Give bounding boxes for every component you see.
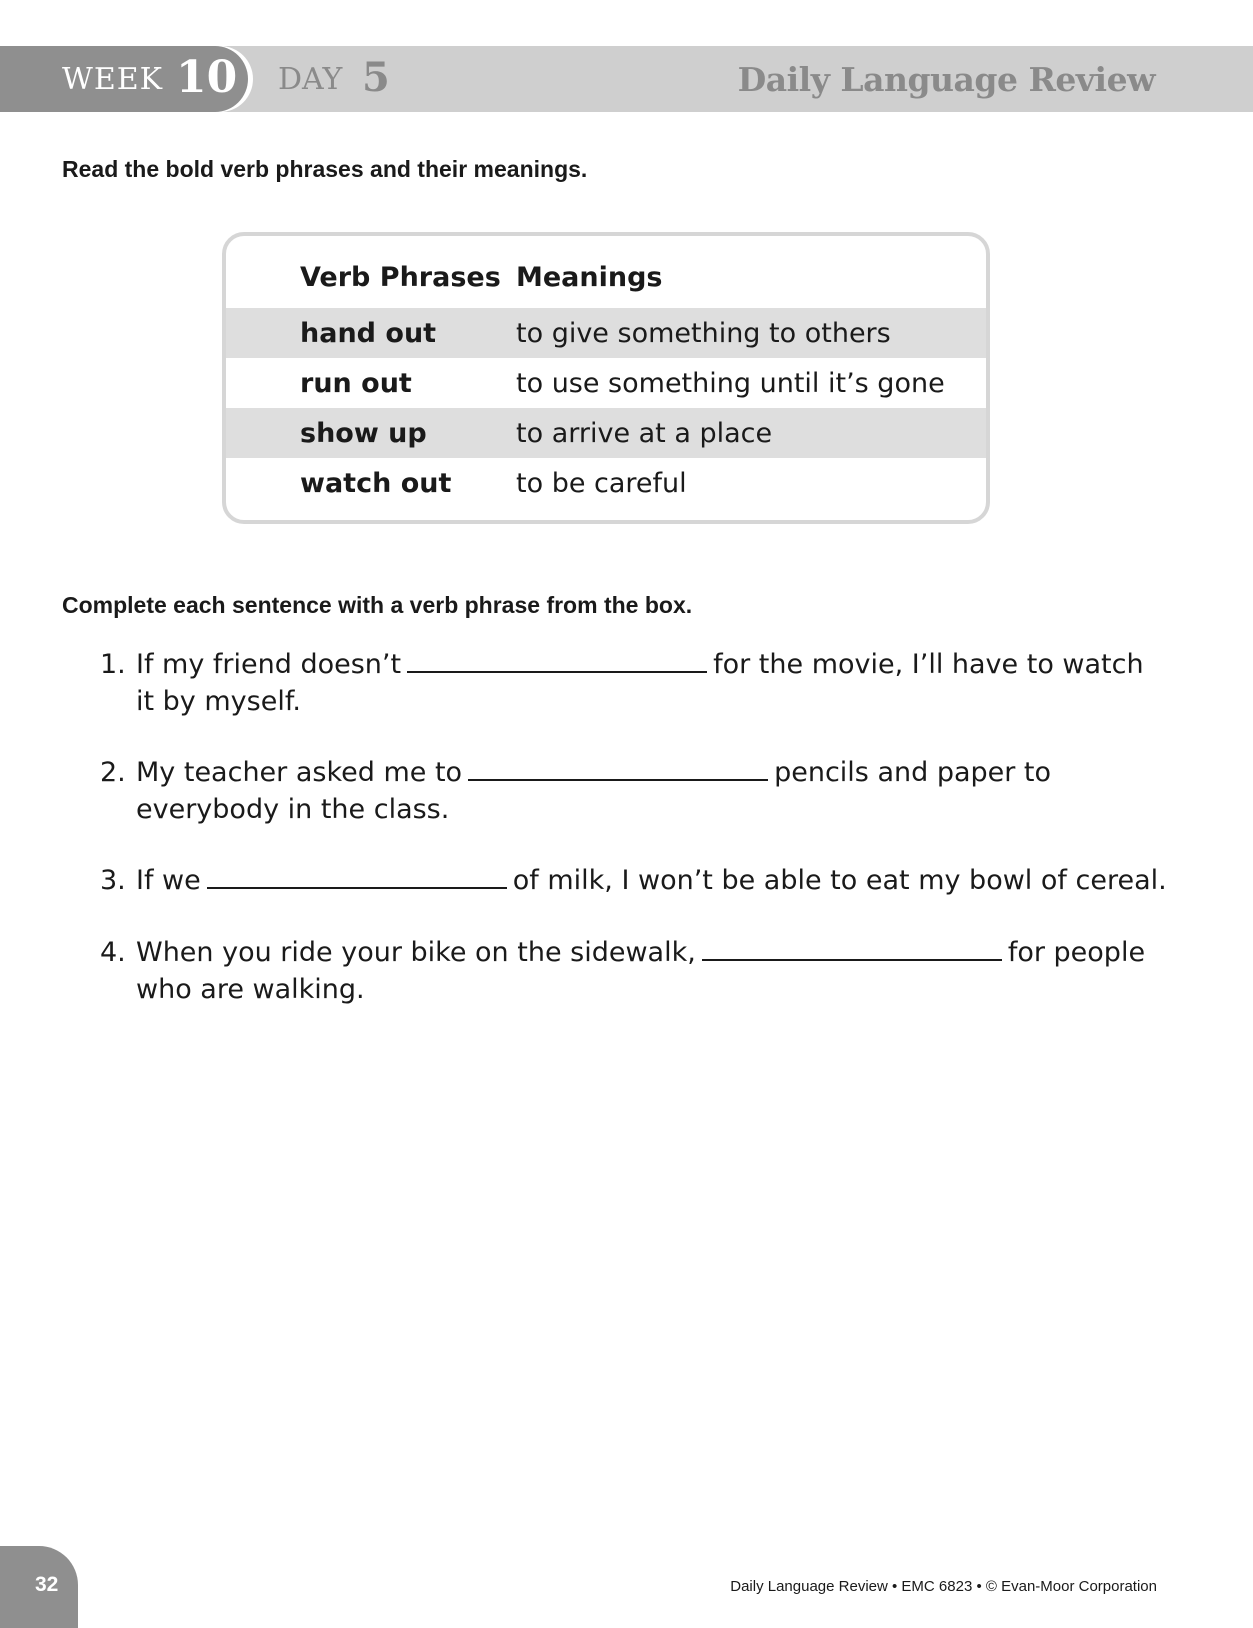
complete-instruction: Complete each sentence with a verb phrase from the box. (62, 592, 693, 618)
read-instruction: Read the bold verb phrases and their meanings. (62, 156, 588, 182)
box-header (226, 236, 986, 308)
verb-phrase-box (222, 232, 990, 524)
question-text-after: for the movie, I’ll have to watch (713, 649, 1144, 680)
question-number: 2. (100, 757, 126, 788)
table-row (226, 458, 986, 508)
verb-phrase: run out (300, 368, 412, 399)
question-text-after: for people (1007, 937, 1146, 968)
header-meanings: Meanings (516, 262, 663, 293)
question-number: 4. (100, 937, 126, 968)
question-number: 1. (100, 649, 126, 680)
verb-phrase: hand out (300, 318, 437, 349)
answer-blank[interactable] (207, 863, 507, 889)
page-title: Daily Language Review (737, 60, 1155, 99)
answer-blank[interactable] (468, 755, 768, 781)
question-text-after: pencils and paper to (774, 757, 1052, 788)
meaning: to use something until it’s gone (516, 368, 945, 399)
day-label: DAY (278, 62, 343, 97)
question-text-line2: who are walking. (136, 974, 365, 1005)
verb-phrase: show up (300, 418, 427, 449)
question-text-before: If we (136, 865, 201, 896)
answer-blank[interactable] (407, 647, 707, 673)
question-text-line2: everybody in the class. (136, 794, 450, 825)
question-text-after: of milk, I won’t be able to eat my bowl of cereal. (512, 865, 1167, 896)
week-number: 10 (176, 52, 238, 103)
question-text-before: My teacher asked me to (136, 757, 463, 788)
question-text-before: If my friend doesn’t (136, 649, 402, 680)
question-number: 3. (100, 865, 126, 896)
meaning: to give something to others (516, 318, 891, 349)
table-row (226, 408, 986, 458)
header-verb-phrases: Verb Phrases (300, 262, 501, 293)
page-number: 32 (35, 1573, 59, 1596)
verb-phrase: watch out (300, 468, 452, 499)
day-number: 5 (362, 54, 390, 101)
answer-blank[interactable] (702, 935, 1002, 961)
week-label: WEEK (62, 62, 164, 97)
question-text-before: When you ride your bike on the sidewalk, (136, 937, 696, 968)
footer-credit: Daily Language Review • EMC 6823 • © Evan-Moor Corporation (730, 1578, 1157, 1595)
meaning: to arrive at a place (516, 418, 773, 449)
question-text-line2: it by myself. (136, 686, 301, 717)
table-row (226, 358, 986, 408)
table-row (226, 308, 986, 358)
meaning: to be careful (516, 468, 687, 499)
